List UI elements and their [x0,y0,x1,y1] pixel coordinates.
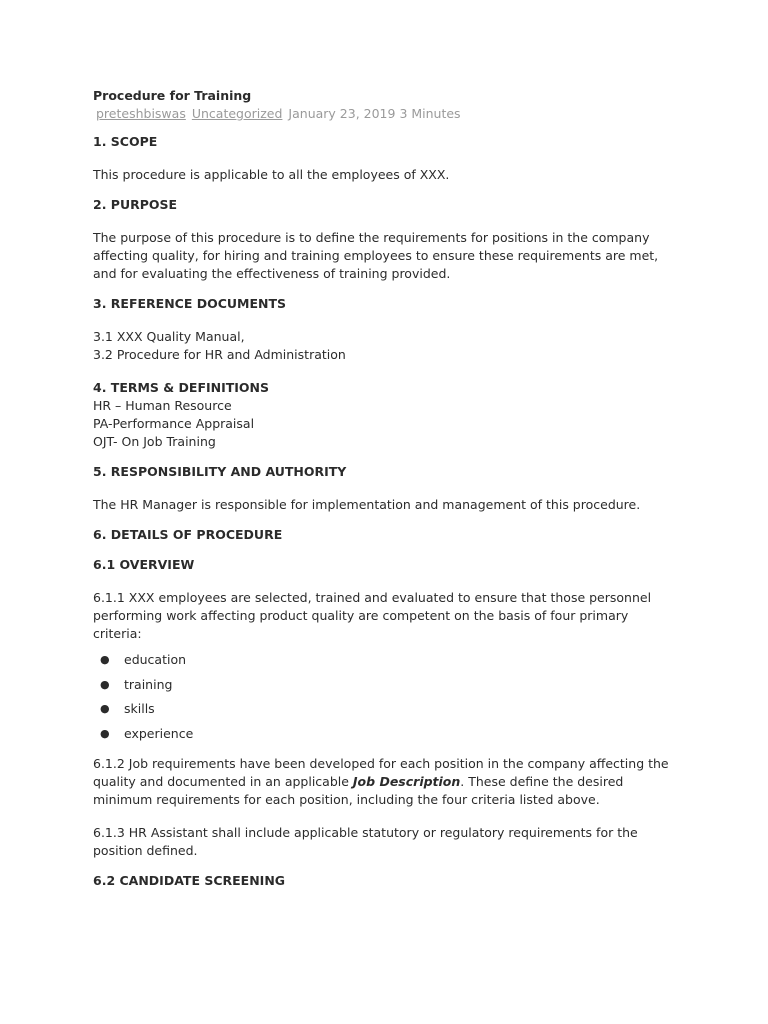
definition-item: OJT- On Job Training [93,434,216,449]
scope-text: This procedure is applicable to all the employees of XXX. [93,167,450,182]
post-meta [93,105,683,123]
statutory-line-2: position defined. [93,843,198,858]
section-heading-scope: 1. SCOPE [93,134,158,149]
section-heading-details: 6. DETAILS OF PROCEDURE [93,527,283,542]
list-item: ● training [100,676,173,692]
bullet-icon: ● [100,653,110,666]
author-link[interactable]: preteshbiswas [96,106,186,121]
section-heading-purpose: 2. PURPOSE [93,197,178,212]
bullet-icon: ● [100,702,110,715]
list-item: ● education [100,652,187,667]
subsection-heading-overview: 6.1 OVERVIEW [93,557,195,572]
purpose-line-1: The purpose of this procedure is to define the requirements for positions in the company [93,230,650,245]
criteria-list [93,651,683,743]
list-item: ● skills [100,701,155,716]
post-date: January 23, 2019 [288,106,396,121]
reference-item: 3.2 Procedure for HR and Administration [93,347,346,362]
purpose-line-3: and for evaluating the effectiveness of training provided. [93,266,451,281]
category-link[interactable]: Uncategorized [191,106,283,121]
job-description-term: Job Description [352,774,461,789]
bullet-icon: ● [100,677,110,691]
document-content [93,87,683,890]
definition-item: HR – Human Resource [93,398,232,413]
overview-line-3: criteria: [93,626,142,641]
definition-item: PA-Performance Appraisal [93,416,255,431]
responsibility-text: The HR Manager is responsible for implementation and management of this procedure. [93,497,641,512]
subsection-heading-candidate-screening: 6.2 CANDIDATE SCREENING [93,873,286,888]
section-heading-reference-documents: 3. REFERENCE DOCUMENTS [93,296,287,311]
requirements-line-2: quality and documented in an applicable Job Description. These define the desired [93,774,624,789]
statutory-line-1: 6.1.3 HR Assistant shall include applicable statutory or regulatory requirements for the [93,825,638,840]
section-heading-responsibility: 5. RESPONSIBILITY AND AUTHORITY [93,464,347,479]
requirements-line-3: minimum requirements for each position, including the four criteria listed above. [93,792,600,807]
post-title: Procedure for Training [93,88,252,103]
purpose-line-2: affecting quality, for hiring and training employees to ensure these requirements are met, [93,248,659,263]
overview-line-1: 6.1.1 XXX employees are selected, trained and evaluated to ensure that those personnel [93,590,652,605]
overview-line-2: performing work affecting product quality are competent on the basis of four primary [93,608,629,623]
read-time: 3 Minutes [399,106,461,121]
section-heading-terms: 4. TERMS & DEFINITIONS [93,380,270,395]
requirements-line-1: 6.1.2 Job requirements have been developed for each position in the company affecting the [93,756,669,771]
reference-item: 3.1 XXX Quality Manual, [93,329,245,344]
list-item: ● experience [100,725,194,741]
bullet-icon: ● [100,726,110,740]
